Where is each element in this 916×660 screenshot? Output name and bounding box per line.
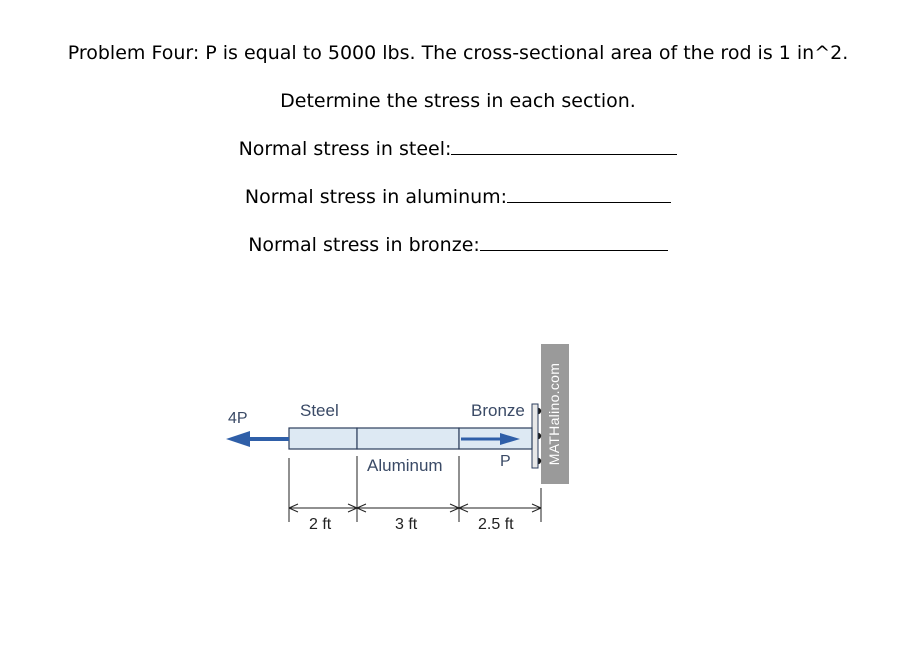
load-arrow-4p-head: [226, 431, 250, 447]
question-bronze-label: Normal stress in bronze:: [248, 234, 480, 256]
instruction-text: Determine the stress in each section.: [280, 90, 636, 112]
question-steel-label: Normal stress in steel:: [238, 138, 452, 160]
dimension-label-aluminum: 3 ft: [395, 516, 418, 533]
segment-label-bronze: Bronze: [471, 401, 525, 420]
load-label-p: P: [500, 453, 511, 470]
dimension-label-steel: 2 ft: [309, 516, 332, 533]
problem-statement: Problem Four: P is equal to 5000 lbs. The cross-sectional area of the rod is 1 in^2.: [67, 42, 849, 64]
steel-segment: [289, 428, 357, 449]
aluminum-segment: [357, 428, 459, 449]
flange-plate: [532, 404, 538, 468]
segment-label-aluminum: Aluminum: [367, 456, 443, 475]
watermark: MATHalino.com: [546, 362, 562, 466]
dimension-label-bronze: 2.5 ft: [478, 516, 514, 533]
segment-label-steel: Steel: [300, 401, 339, 420]
load-label-4p: 4P: [228, 410, 248, 427]
question-aluminum-label: Normal stress in aluminum:: [244, 186, 508, 208]
